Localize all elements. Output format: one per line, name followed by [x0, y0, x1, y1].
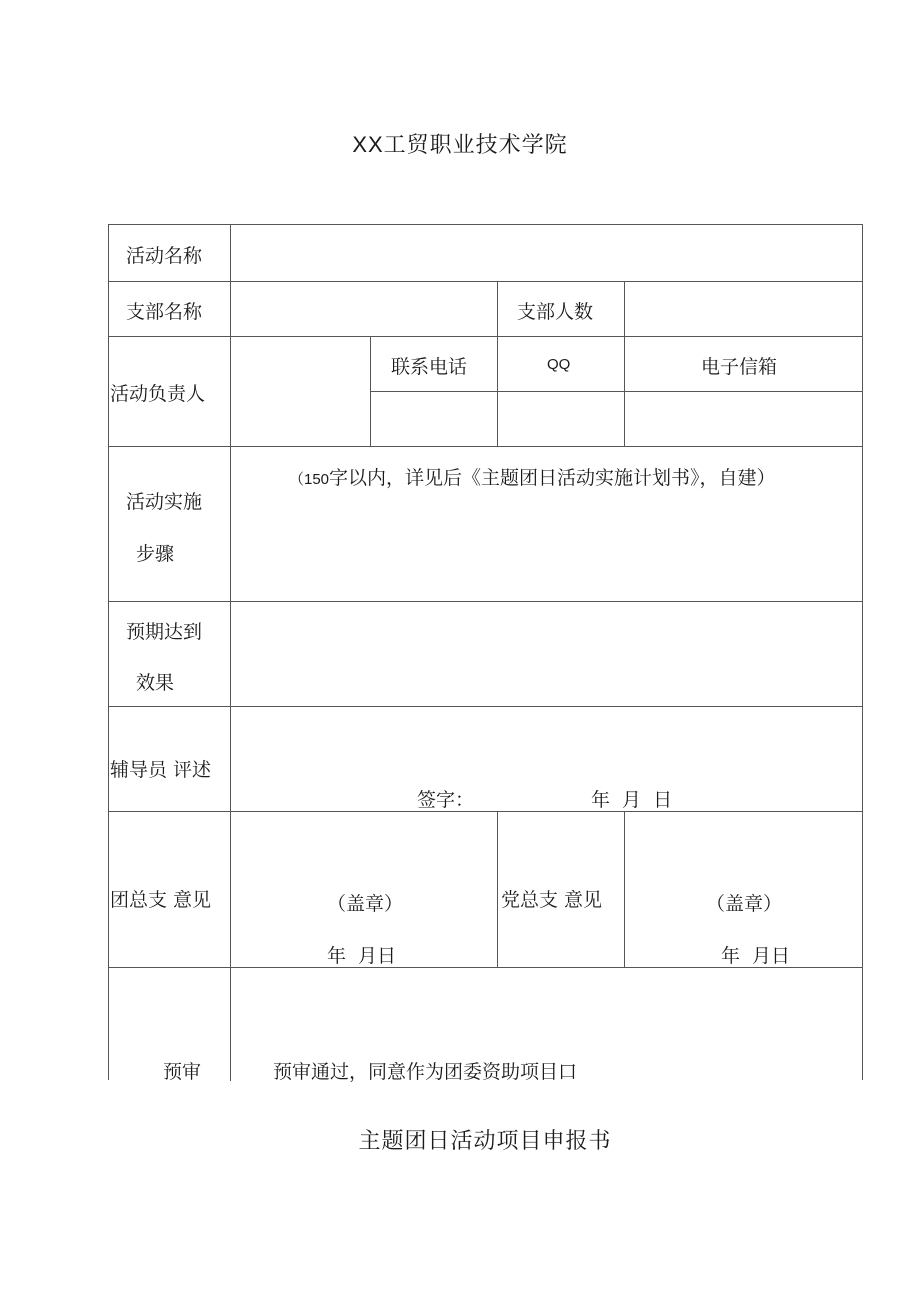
party-date: 年 月日 — [721, 945, 791, 967]
email-label: 电子信箱 — [701, 356, 778, 378]
branch-count-label: 支部人数 — [517, 301, 594, 323]
branch-name-label: 支部名称 — [126, 301, 203, 323]
application-form-table — [108, 224, 863, 1083]
email-field[interactable] — [629, 395, 855, 441]
signature-label: 签字： — [417, 789, 475, 811]
col-divider — [624, 281, 625, 336]
col-divider — [497, 281, 498, 336]
steps-hint-num: （150 — [289, 471, 330, 488]
branch-count-field[interactable] — [633, 285, 855, 333]
row-divider — [109, 811, 863, 812]
footer-title: 主题团日活动项目申报书 — [358, 1129, 612, 1154]
row-divider — [109, 446, 863, 447]
row-divider — [109, 706, 863, 707]
col-divider — [497, 336, 498, 446]
league-date: 年 月日 — [327, 945, 397, 967]
col-divider — [624, 336, 625, 446]
party-seal: （盖章） — [706, 893, 783, 915]
counselor-date: 年 月 日 — [591, 789, 673, 811]
phone-label: 联系电话 — [391, 356, 468, 378]
col-divider — [624, 811, 625, 967]
row-divider — [370, 391, 863, 392]
steps-hint — [289, 463, 776, 490]
steps-label-line1: 活动实施 — [126, 491, 203, 513]
activity-name-label: 活动名称 — [126, 245, 203, 267]
title-prefix: XX — [352, 132, 384, 157]
row-divider — [109, 336, 863, 337]
phone-field[interactable] — [375, 395, 493, 441]
row-divider — [109, 281, 863, 282]
pre-review-text: 预审通过，同意作为团委资助项目口 — [273, 1061, 578, 1083]
effect-label-line1: 预期达到 — [126, 621, 203, 643]
effect-field[interactable] — [239, 607, 855, 701]
party-branch-label: 党总支 意见 — [501, 889, 603, 911]
activity-name-field[interactable] — [239, 229, 855, 277]
pre-review-label: 预审 — [163, 1061, 202, 1083]
leader-field[interactable] — [239, 340, 363, 440]
col-divider — [370, 336, 371, 446]
col-divider — [497, 811, 498, 967]
leader-label: 活动负责人 — [110, 383, 206, 405]
effect-label-line2: 效果 — [136, 672, 175, 694]
qq-label: QQ — [547, 356, 571, 373]
col-divider — [230, 225, 231, 1081]
steps-hint-text: 字以内，详见后《主题团日活动实施计划书》，自建） — [329, 467, 776, 489]
steps-label-line2: 步骤 — [136, 543, 175, 565]
page-title — [0, 128, 920, 159]
row-divider — [109, 601, 863, 602]
qq-field[interactable] — [502, 395, 620, 441]
league-branch-label: 团总支 意见 — [110, 889, 212, 911]
counselor-label: 辅导员 评述 — [110, 759, 212, 781]
title-rest: 工贸职业技术学院 — [383, 133, 568, 158]
league-seal: （盖章） — [327, 893, 404, 915]
branch-name-field[interactable] — [239, 285, 489, 333]
